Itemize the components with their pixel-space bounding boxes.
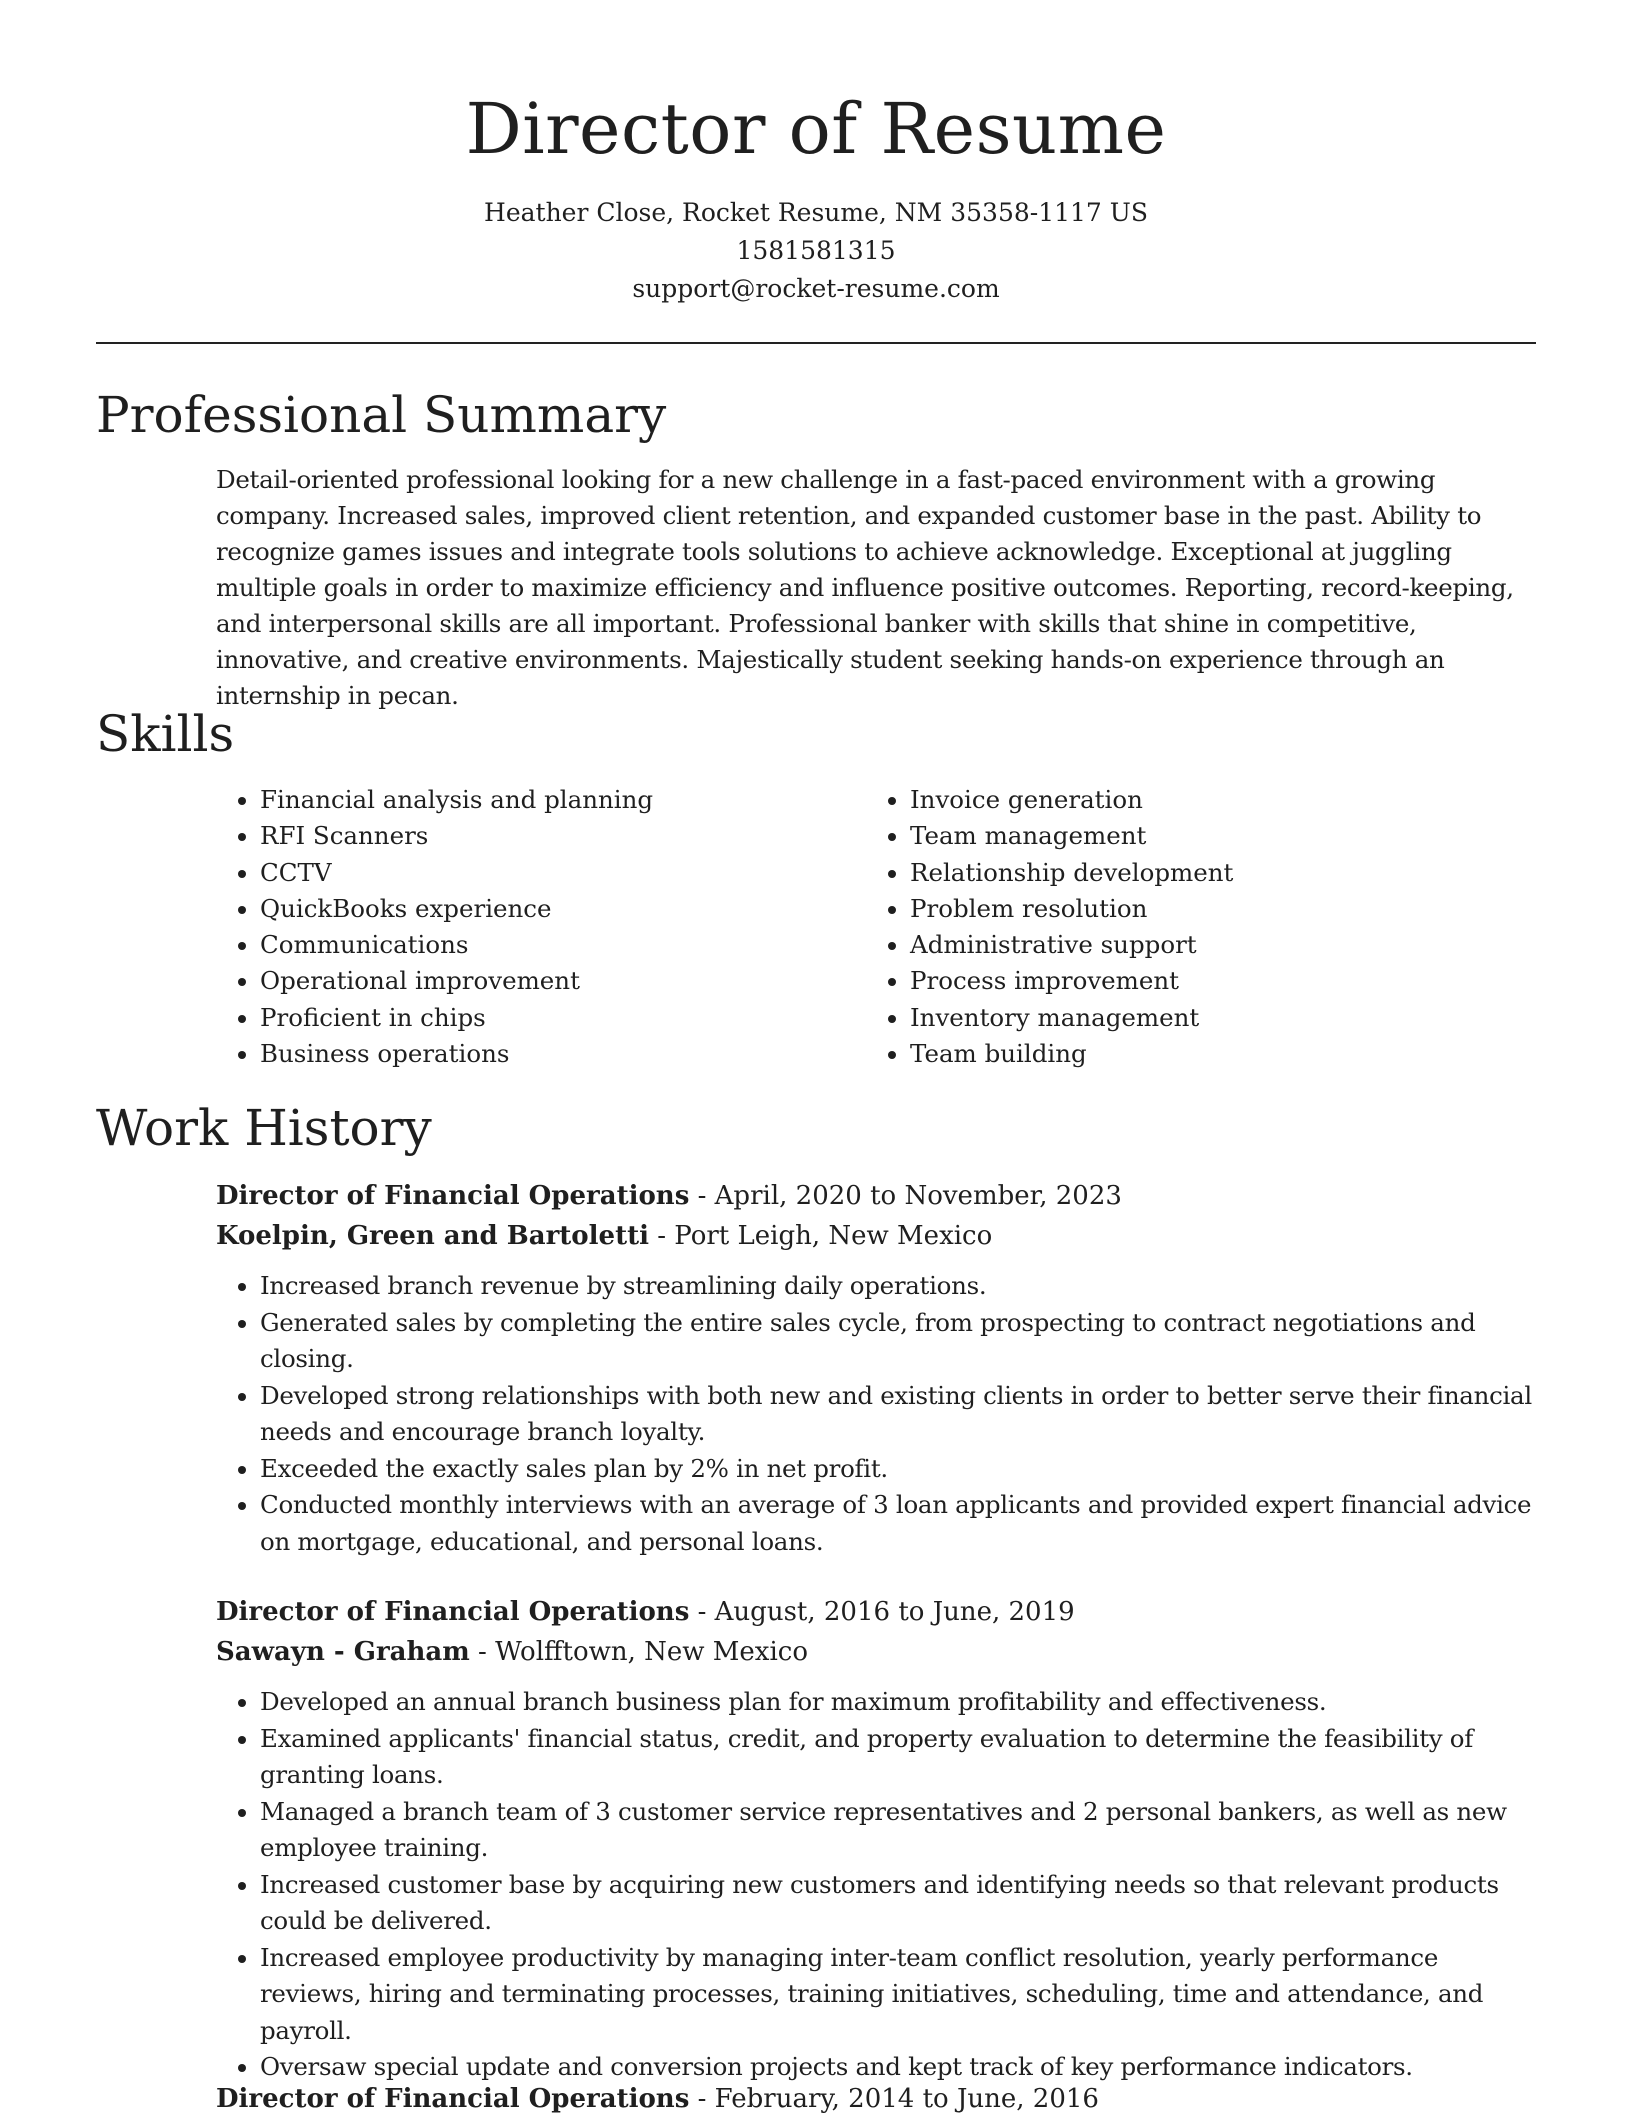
skill-item: • Communications [260,927,653,963]
job-company-line [216,1216,1546,1256]
job-bullet: • Developed strong relationships with both new and existing clients in order to better serve their financial needs and encourage branch loyalty. [260,1378,1546,1451]
job-entry [216,2079,1546,2119]
skills-heading: Skills [96,705,235,763]
contact-email: support@rocket-resume.com [632,274,1000,303]
skill-item: • QuickBooks experience [260,891,653,927]
skill-item: • Administrative support [910,927,1233,963]
skills-list-right [866,782,1233,1072]
skill-item: • RFI Scanners [260,818,653,854]
summary-heading: Professional Summary [96,386,667,444]
resume-header [0,0,1632,308]
contact-address: Heather Close, Rocket Resume, NM 35358-1117 US [484,198,1148,227]
job-dates: - August, 2016 to June, 2019 [689,1597,1075,1627]
skill-item: • Operational improvement [260,963,653,999]
skill-item: • Team management [910,818,1233,854]
job-title-line [216,2079,1546,2119]
job-role: Director of Financial Operations [216,1181,690,1211]
job-bullet: • Increased employee productivity by managing inter-team conflict resolution, yearly performance reviews, hiring and terminating processes, training initiatives, scheduling, time and attendance, and payroll. [260,1940,1546,2050]
contact-info [0,194,1632,308]
job-title-line [216,1592,1546,1632]
skill-item: • Process improvement [910,963,1233,999]
contact-phone: 1581581315 [736,236,896,265]
job-bullet-list [216,1268,1546,1560]
summary-text: Detail-oriented professional looking for a new challenge in a fast-paced environment with a growing company. Increased sales, improved client retention, and expanded customer base in the past. Ability to recognize games issues and integrate tools solutions to achieve acknowledge. Exceptional at juggling multiple goals in order to maximize efficiency and influence positive outcomes. Reporting, record-keeping, and interpersonal skills are all important. Professional banker with skills that shine in competitive, innovative, and creative environments. Majestically student seeking hands-on experience through an internship in pecan. [216,465,1514,710]
resume-name: Director of Resume [465,88,1167,170]
job-bullet: • Oversaw special update and conversion projects and kept track of key performance indicators. [260,2049,1546,2086]
skill-item: • Inventory management [910,1000,1233,1036]
job-entry [216,1592,1546,2086]
job-bullet: • Increased branch revenue by streamlining daily operations. [260,1268,1546,1305]
job-bullet-list [216,1684,1546,2086]
skill-item: • CCTV [260,855,653,891]
job-entry [216,1176,1546,1560]
job-bullet: • Conducted monthly interviews with an average of 3 loan applicants and provided expert financial advice on mortgage, educational, and personal loans. [260,1487,1546,1560]
job-location: - Wolfftown, New Mexico [469,1637,808,1667]
job-dates: - April, 2020 to November, 2023 [689,1181,1122,1211]
skill-item: • Invoice generation [910,782,1233,818]
job-location: - Port Leigh, New Mexico [648,1221,993,1251]
job-dates: - February, 2014 to June, 2016 [689,2084,1099,2114]
skills-list-left [216,782,653,1072]
work-history-heading: Work History [96,1099,432,1157]
skill-item: • Proficient in chips [260,1000,653,1036]
skill-item: • Team building [910,1036,1233,1072]
job-bullet: • Exceeded the exactly sales plan by 2% in net profit. [260,1451,1546,1488]
job-company: Koelpin, Green and Bartoletti [216,1221,649,1251]
job-bullet: • Developed an annual branch business plan for maximum profitability and effectiveness. [260,1684,1546,1721]
job-company: Sawayn - Graham [216,1637,470,1667]
skill-item: • Financial analysis and planning [260,782,653,818]
header-divider [96,342,1536,344]
job-title-line [216,1176,1546,1216]
skill-item: • Relationship development [910,855,1233,891]
job-role: Director of Financial Operations [216,2084,690,2114]
job-bullet: • Examined applicants' financial status, credit, and property evaluation to determine the feasibility of granting loans. [260,1721,1546,1794]
job-bullet: • Managed a branch team of 3 customer service representatives and 2 personal bankers, as well as new employee training. [260,1794,1546,1867]
job-bullet: • Increased customer base by acquiring new customers and identifying needs so that relevant products could be delivered. [260,1867,1546,1940]
job-role: Director of Financial Operations [216,1597,690,1627]
job-bullet: • Generated sales by completing the entire sales cycle, from prospecting to contract negotiations and closing. [260,1305,1546,1378]
job-company-line [216,1632,1546,1672]
skill-item: • Problem resolution [910,891,1233,927]
skill-item: • Business operations [260,1036,653,1072]
